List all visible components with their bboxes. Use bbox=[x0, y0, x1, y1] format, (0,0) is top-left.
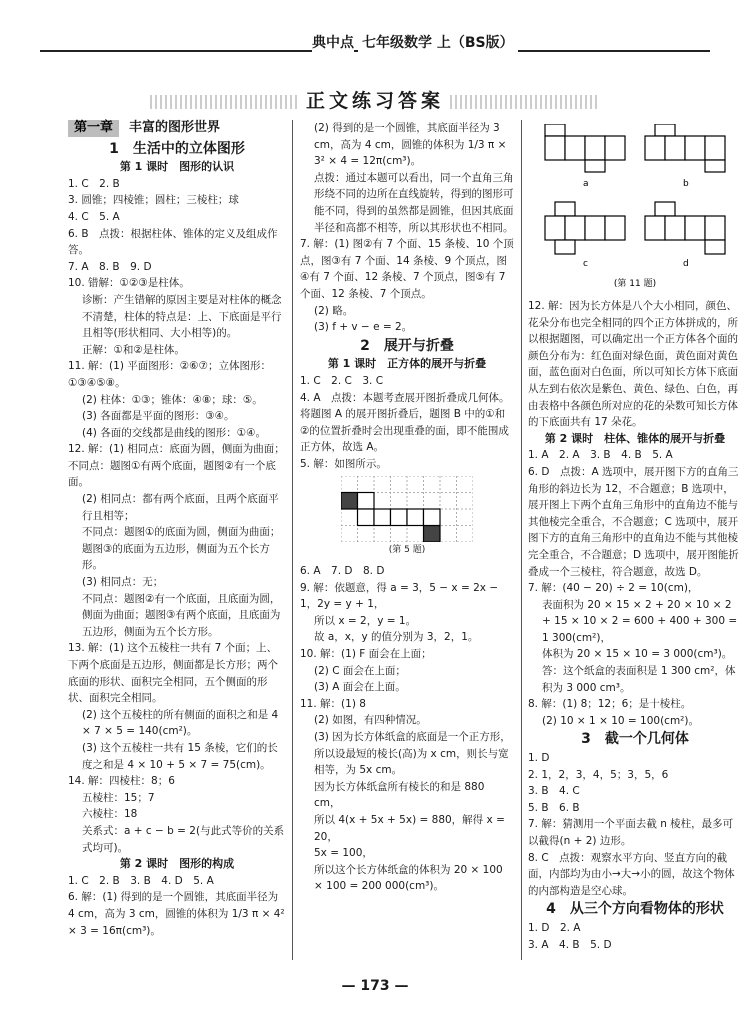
section-heading: 1 生活中的立体图形 bbox=[109, 140, 245, 157]
net-label-d: d bbox=[683, 259, 689, 269]
answer-item: 3. B 4. C bbox=[528, 785, 580, 798]
answer-item: 5. B 6. B bbox=[528, 801, 580, 814]
answer-line: (4) 各面的交线都是曲线的图形：①④。 bbox=[82, 426, 267, 439]
answer-line: (2) 这个五棱柱的所有侧面的面积之和是 4 × 7 × 5 = 140(cm²)。 bbox=[82, 708, 279, 738]
answer-item: 1. C 2. C 3. C bbox=[300, 374, 384, 387]
answer-item: 3. A 4. B 5. D bbox=[528, 938, 612, 951]
answer-item: 3. 圆锥；四棱锥；圆柱；三棱柱；球 bbox=[68, 194, 239, 207]
net-label-c: c bbox=[583, 259, 588, 269]
section-heading: 2 展开与折叠 bbox=[360, 337, 454, 354]
answer-line: 关系式：a + c − b = 2(与此式等价的关系式均可)。 bbox=[82, 824, 285, 854]
figure-caption: (第 5 题) bbox=[388, 545, 426, 556]
answer-item: 6. A 7. D 8. D bbox=[300, 565, 385, 578]
box-nets-figure bbox=[535, 124, 735, 294]
lesson-heading: 第 1 课时 正方体的展开与折叠 bbox=[327, 357, 487, 371]
answer-line: (3) 因为长方体纸盒的底面是一个正方形， bbox=[314, 731, 511, 743]
answer-line: (3) f + v − e = 2。 bbox=[314, 321, 413, 334]
answer-item: 4. A 点拨：本题考查展开图折叠成几何体。将题图 A 的展开图折叠后，题图 B 中的①和②的位置折叠时会出现重叠的面，即不能围成正方体，故选 A。 bbox=[300, 391, 510, 454]
answer-item: 4. C 5. A bbox=[68, 210, 120, 223]
answer-line: 六棱柱：18 bbox=[82, 808, 138, 821]
answer-column-1 bbox=[68, 120, 286, 939]
answer-item: 8. 解：(1) 8；12；6；是十棱柱。 bbox=[528, 698, 692, 711]
lesson-heading: 第 2 课时 柱体、锥体的展开与折叠 bbox=[544, 431, 726, 445]
answer-item: 5. 解：如图所示。 bbox=[300, 457, 387, 470]
answer-column-3 bbox=[528, 120, 742, 953]
chapter-heading bbox=[68, 120, 286, 137]
page-title bbox=[0, 86, 750, 113]
chapter-badge: 第一章 bbox=[68, 120, 119, 137]
answer-item: 10. 错解：①②③是柱体。 bbox=[68, 277, 190, 290]
answer-line: (3) 各面都是平面的图形：③④。 bbox=[82, 410, 235, 423]
answer-line: 所以这个长方体纸盒的体积为 20 × 100 × 100 = 200 000(cm³)。 bbox=[314, 863, 503, 893]
answer-line: 正解：①和②是柱体。 bbox=[82, 343, 185, 356]
answer-item: 6. D 点拨：A 选项中，展开图下方的直角三角形的斜边长为 12，不合题意；B 选项中，展开图上下两个直角三角形中的直角边不能与其他棱完全重合，不合题意；C 选项中，展开图下方的直角三角形中的直角边不能与其他棱完全重合，不合题意；D 选项中，展开图能折叠成一个三棱柱，符合题意，故选 D。 bbox=[528, 465, 739, 578]
chapter-title: 丰富的图形世界 bbox=[129, 120, 221, 135]
answer-item: 7. A 8. B 9. D bbox=[68, 260, 152, 273]
answer-line: (2) 10 × 1 × 10 = 100(cm²)。 bbox=[542, 714, 699, 727]
answer-line: (2) 柱体：①③；锥体：④⑧；球：⑤。 bbox=[82, 393, 263, 406]
answer-line: (2) 相同点：都有两个底面，且两个底面平行且相等； bbox=[82, 493, 279, 522]
answer-line: 所以设最短的棱长(高)为 x cm，则长与宽相等，为 5x cm。 bbox=[314, 747, 509, 777]
answer-line: 诊断：产生错解的原因主要是对柱体的概念不清楚，柱体的特点是：上、下底面是平行且相等(形状相同、大小相等)的。 bbox=[82, 293, 282, 340]
lesson-heading: 第 1 课时 图形的认识 bbox=[119, 160, 235, 174]
column-divider bbox=[521, 120, 522, 960]
answer-item: 9. 解：依题意，得 a = 3，5 − x = 2x − 1，2y = y + 1， bbox=[300, 581, 499, 611]
figure-caption: (第 11 题) bbox=[613, 279, 657, 289]
answer-line: (2) C 面会在上面； bbox=[314, 664, 406, 677]
answer-item: 1. C 2. B 3. B 4. D 5. A bbox=[68, 874, 214, 887]
answer-item: 8. C 点拨：观察水平方向、竖直方向的截面，内部均为由小→大→小的圆，故这个物体的内部构造是空心球。 bbox=[528, 851, 735, 897]
answer-item: 7. 解：(1) 图②有 7 个面、15 条棱、10 个顶点，图③有 7 个面、14 条棱、9 个顶点，图④有 7 个面、12 条棱、7 个顶点，图⑤有 7 个面、12 条棱、7 个顶点。 bbox=[300, 238, 514, 300]
answer-item: 14. 解：四棱柱：8；6 bbox=[68, 775, 175, 788]
answer-line: 不同点：题图②有一个底面，且底面为圆，侧面为曲面；题图③有两个底面，且底面为五边形，侧面为五个长方形。 bbox=[82, 592, 281, 638]
answer-item: 1. D 2. A bbox=[528, 921, 581, 934]
answer-line: 因为长方体纸盒所有棱长的和是 880 cm， bbox=[314, 780, 485, 810]
answer-line: 体积为 20 × 15 × 10 = 3 000(cm³)。 bbox=[542, 648, 733, 661]
book-title: 七年级数学 上（BS版） bbox=[358, 34, 518, 52]
net-label-a: a bbox=[583, 179, 589, 189]
answer-line: (3) 相同点：无； bbox=[82, 576, 164, 589]
answer-item: 1. D bbox=[528, 752, 550, 765]
answer-column-2 bbox=[300, 120, 514, 895]
answer-item: 11. 解：(1) 平面图形：②⑥⑦；立体图形：①③④⑤⑧。 bbox=[68, 360, 271, 389]
section-heading: 4 从三个方向看物体的形状 bbox=[546, 901, 724, 918]
title-decoration-right bbox=[450, 95, 600, 109]
net-grid-figure bbox=[341, 476, 473, 542]
figure-q5 bbox=[300, 476, 514, 559]
lesson-heading: 第 2 课时 图形的构成 bbox=[119, 857, 235, 871]
answer-line: 不同点：题图①的底面为圆，侧面为曲面；题图③的底面为五边形，侧面为五个长方形。 bbox=[82, 526, 281, 572]
answer-item: 12. 解：(1) 相同点：底面为圆，侧面为曲面；不同点：题图①有两个底面，题图②有一个底面。 bbox=[68, 443, 285, 489]
answer-item: 7. 解：猜测用一个平面去截 n 棱柱，最多可以截得(n + 2) 边形。 bbox=[528, 818, 734, 847]
answer-line: 所以 x = 2，y = 1。 bbox=[314, 614, 417, 627]
answer-line: 五棱柱：15；7 bbox=[82, 791, 155, 804]
answer-item: 6. B 点拨：根据柱体、锥体的定义及组成作答。 bbox=[68, 227, 278, 257]
brand-logo: 典中点 bbox=[312, 35, 354, 51]
answer-line: 表面积为 20 × 15 × 2 + 20 × 10 × 2 + 15 × 10 × 2 = 600 + 400 + 300 = 1 300(cm²)， bbox=[542, 598, 738, 644]
answer-item: 10. 解：(1) F 面会在上面； bbox=[300, 648, 432, 661]
answer-line: (2) 略。 bbox=[314, 304, 354, 317]
answer-line: 5x = 100， bbox=[314, 847, 373, 860]
answer-line: (3) A 面会在上面。 bbox=[314, 681, 406, 694]
answer-item: 13. 解：(1) 这个五棱柱一共有 7 个面；上、下两个底面是五边形，侧面都是长方形；两个底面的形状、面积完全相同，五个侧面的形状、面积完全相同。 bbox=[68, 642, 278, 705]
page-title-text: 正文练习答案 bbox=[305, 90, 444, 112]
answer-item: 1. A 2. A 3. B 4. B 5. A bbox=[528, 449, 673, 462]
answer-item: 11. 解：(1) 8 bbox=[300, 697, 366, 710]
section-heading: 3 截一个几何体 bbox=[581, 731, 689, 748]
answer-item: 7. 解：(40 − 20) ÷ 2 = 10(cm)， bbox=[528, 582, 699, 595]
net-label-b: b bbox=[683, 179, 689, 189]
answer-line: 故 a，x，y 的值分别为 3，2，1。 bbox=[314, 631, 479, 644]
answer-item: 1. C 2. B bbox=[68, 177, 120, 190]
title-decoration-left bbox=[150, 95, 300, 109]
page-number: — 173 — bbox=[341, 978, 409, 994]
running-header bbox=[0, 28, 750, 60]
answer-line: (3) 这个五棱柱一共有 15 条棱，它们的长度之和是 4 × 10 + 5 × 7 = 75(cm)。 bbox=[82, 741, 278, 771]
figure-q11 bbox=[528, 124, 742, 294]
answer-item: 2. 1，2，3，4，5；3，5，6 bbox=[528, 768, 669, 781]
answer-item: 12. 解：因为长方体是八个大小相同，颜色、花朵分布也完全相同的四个正方体拼成的，所以根据题图，可以确定出一个正方体各个面的颜色分布为：红色面对绿色面，黄色面对黄色面，蓝色面对白色面，所以可知长方体下底面从左到右依次是紫色、黄色、绿色、白色，再由表格中各颜色所对应的花的朵数可知长方体的下底面共有 17 朵花。 bbox=[528, 300, 738, 429]
column-divider bbox=[292, 120, 293, 960]
answer-line: 点拨：通过本题可以看出，同一个直角三角形绕不同的边所在直线旋转，得到的图形可能不同，得到的虽然都是圆锥，但因其底面半径和高都不相等，所以其形状也不相同。 bbox=[314, 171, 514, 234]
answer-line: (2) 如图，有四种情况。 bbox=[314, 714, 427, 727]
answer-line: 答：这个纸盒的表面积是 1 300 cm²，体积为 3 000 cm³。 bbox=[542, 665, 736, 694]
answer-line: 所以 4(x + 5x + 5x) = 880，解得 x = 20， bbox=[314, 813, 505, 843]
answer-item: 6. 解：(1) 得到的是一个圆锥，其底面半径为 4 cm，高为 3 cm，圆锥的体积为 1/3 π × 4² × 3 = 16π(cm³)。 bbox=[68, 891, 285, 937]
answer-line: (2) 得到的是一个圆锥，其底面半径为 3 cm，高为 4 cm，圆锥的体积为 1/3 π × 3² × 4 = 12π(cm³)。 bbox=[314, 122, 507, 168]
